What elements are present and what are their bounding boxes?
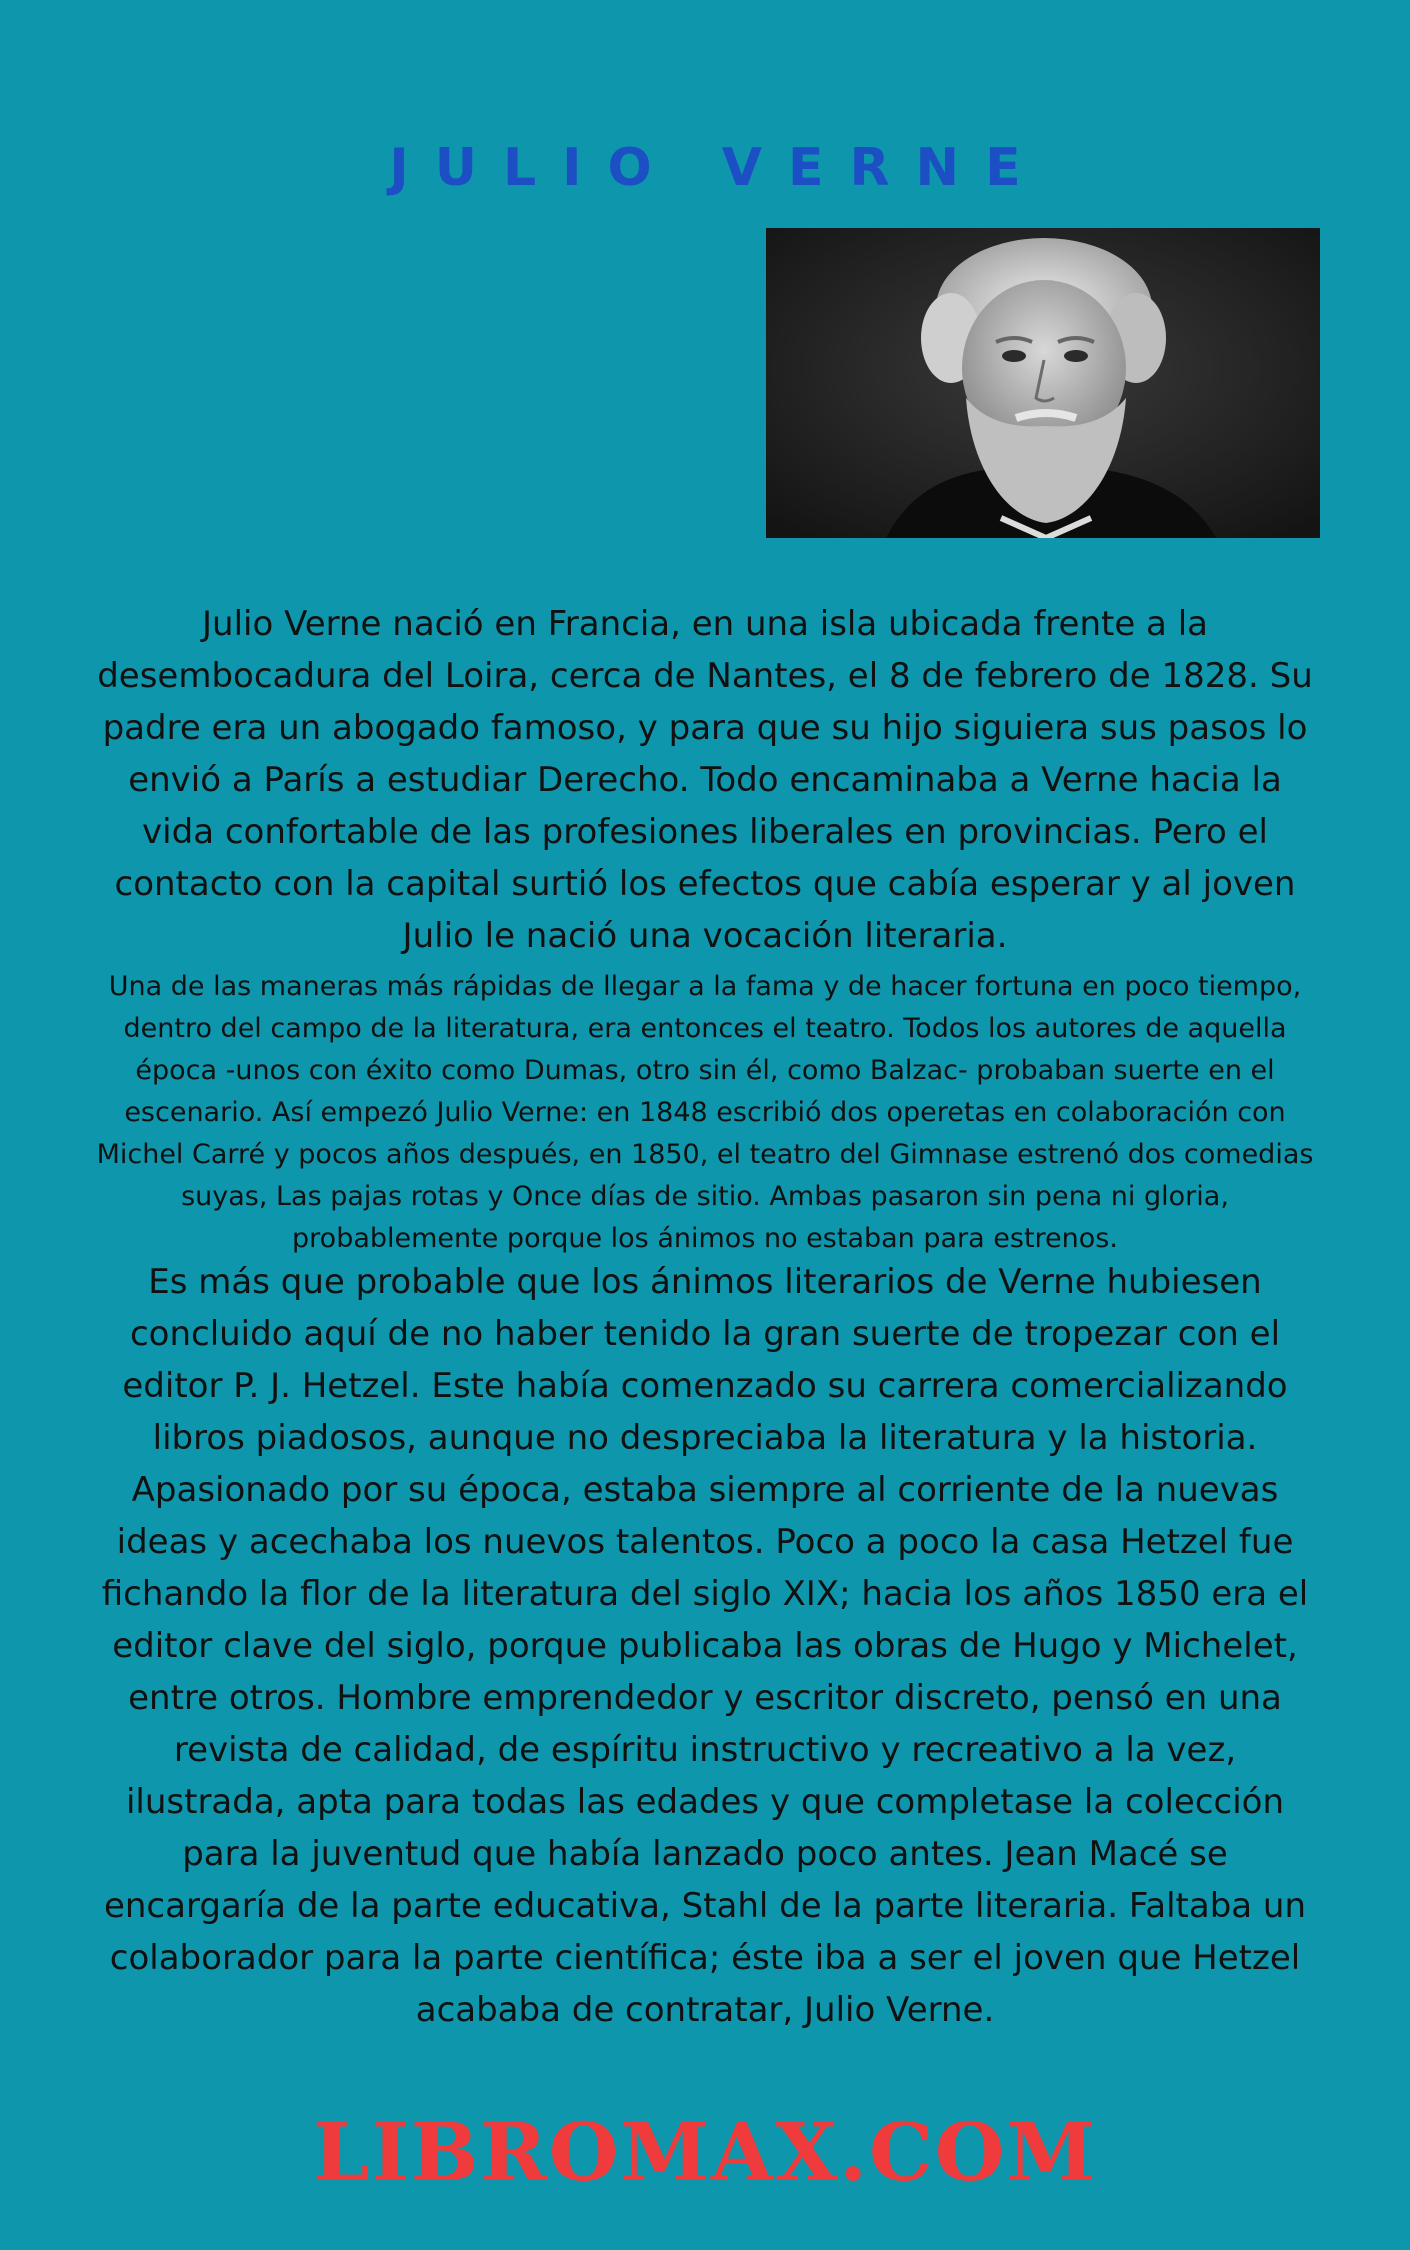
biography-paragraph-2: Una de las maneras más rápidas de llegar a la fama y de hacer fortuna en poco tiempo, dentro del campo de la literatura, era entonces el teatro. Todos los autores de aquella época -unos con éxito como Dumas, otro sin él, como Balzac- probaban suerte en el escenario. Así empezó Julio Verne: en 1848 escribió dos operetas en colaboración con Michel Carré y pocos años después, en 1850, el teatro del Gimnase estrenó dos comedias suyas, Las pajas rotas y Once días de sitio. Ambas pasaron sin pena ni gloria, probablemente porque los ánimos no estaban para estrenos. bbox=[96, 971, 1314, 1254]
page-title: JULIO VERNE bbox=[389, 138, 1047, 198]
portrait-photo bbox=[766, 228, 1320, 538]
biography-paragraph-1: Julio Verne nació en Francia, en una isla ubicada frente a la desembocadura del Loira, cerca de Nantes, el 8 de febrero de 1828. Su padre era un abogado famoso, y para que su hijo siguiera sus pasos lo envió a París a estudiar Derecho. Todo encaminaba a Verne hacia la vida confortable de las profesiones liberales en provincias. Pero el contacto con la capital surtió los efectos que cabía esperar y al joven Julio le nació una vocación literaria. bbox=[97, 604, 1313, 956]
portrait-illustration bbox=[766, 228, 1320, 538]
biography-paragraph-3: Es más que probable que los ánimos literarios de Verne hubiesen concluido aquí de no haber tenido la gran suerte de tropezar con el editor P. J. Hetzel. Este había comenzado su carrera comercializando libros piadosos, aunque no despreciaba la literatura y la historia. Apasionado por su época, estaba siempre al corriente de la nuevas ideas y acechaba los nuevos talentos. Poco a poco la casa Hetzel fue fichando la flor de la literatura del siglo XIX; hacia los años 1850 era el editor clave del siglo, porque publicaba las obras de Hugo y Michelet, entre otros. Hombre emprendedor y escritor discreto, pensó en una revista de calidad, de espíritu instructivo y recreativo a la vez, ilustrada, apta para todas las edades y que completase la colección para la juventud que había lanzado poco antes. Jean Macé se encargaría de la parte educativa, Stahl de la parte literaria. Faltaba un colaborador para la parte científica; éste iba a ser el joven que Hetzel acababa de contratar, Julio Verne. bbox=[101, 1262, 1309, 2030]
site-brand-footer[interactable]: LIBROMAX.COM bbox=[313, 2105, 1097, 2199]
